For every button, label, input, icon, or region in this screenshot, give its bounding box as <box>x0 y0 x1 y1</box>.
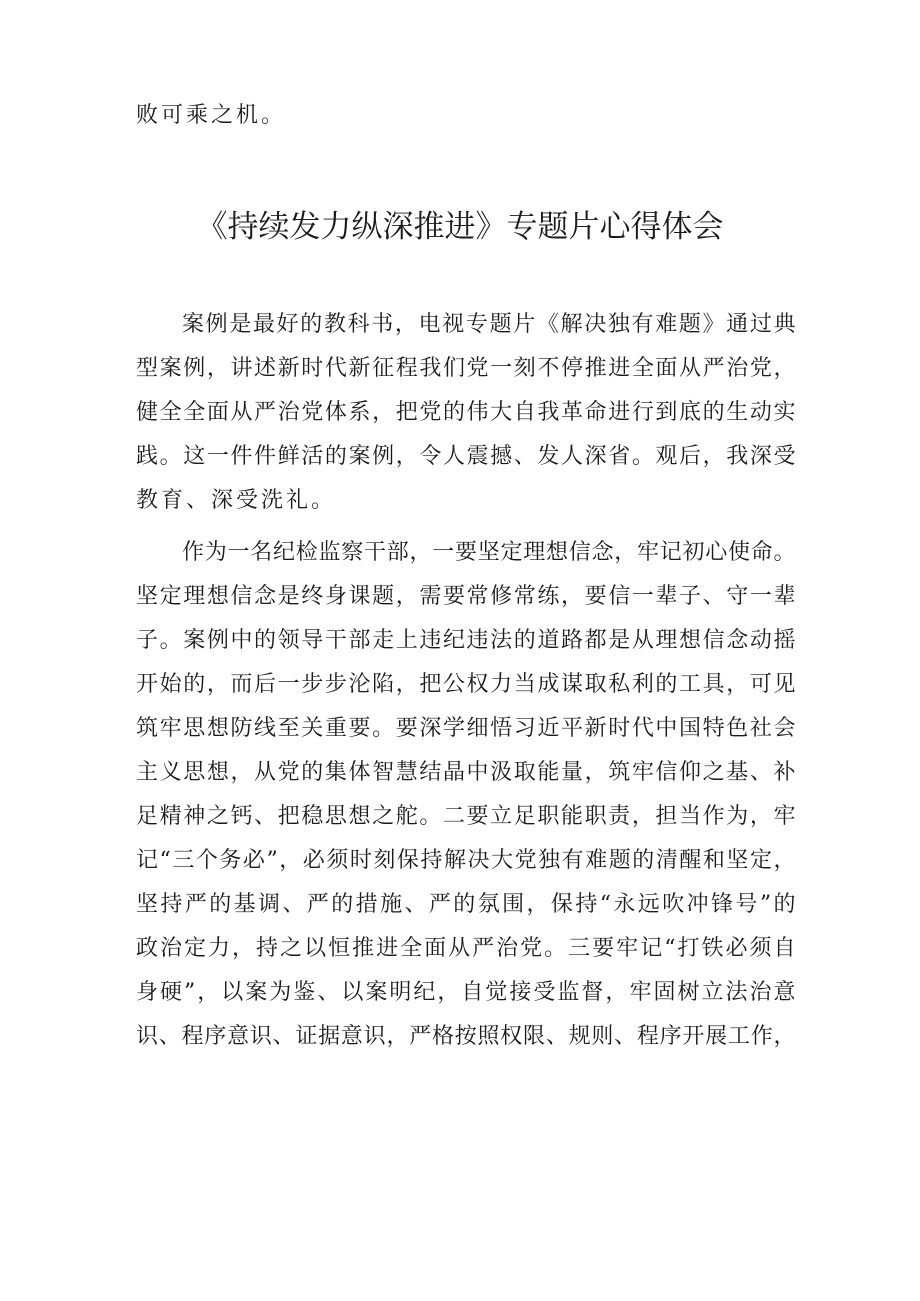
paragraph-line: 教育、深受洗礼。 <box>136 488 337 513</box>
paragraph-line: 子。案例中的领导干部走上违纪违法的道路都是从理想信念动摇 <box>136 628 796 653</box>
paragraph <box>136 303 796 523</box>
paragraph-line: 身硬”，以案为鉴、以案明纪，自觉接受监督，牢固树立法治意 <box>136 980 796 1005</box>
paragraph-line: 政治定力，持之以恒推进全面从严治党。三要牢记“打铁必须自 <box>136 936 796 961</box>
paragraph-line: 作为一名纪检监察干部，一要坚定理想信念，牢记初心使命。 <box>182 540 796 565</box>
paragraph-line: 足精神之钙、把稳思想之舵。二要立足职能职责，担当作为，牢 <box>136 804 796 829</box>
paragraph-line: 坚持严的基调、严的措施、严的氛围，保持“永远吹冲锋号”的 <box>136 892 796 917</box>
paragraph-line: 践。这一件件鲜活的案例，令人震撼、发人深省。观后，我深受 <box>136 444 796 469</box>
paragraph-line: 筑牢思想防线至关重要。要深学细悟习近平新时代中国特色社会 <box>136 716 796 741</box>
document-body <box>136 303 796 1059</box>
paragraph-line: 坚定理想信念是终身课题，需要常修常练，要信一辈子、守一辈 <box>136 584 796 609</box>
paragraph <box>136 531 796 1059</box>
paragraph-line: 开始的，而后一步步沦陷，把公权力当成谋取私利的工具，可见 <box>136 672 796 697</box>
carry-over-text: 败可乘之机。 <box>136 103 287 128</box>
paragraph-line: 记“三个务必”，必须时刻保持解决大党独有难题的清醒和坚定， <box>136 848 796 873</box>
paragraph-line: 主义思想，从党的集体智慧结晶中汲取能量，筑牢信仰之基、补 <box>136 760 796 785</box>
paragraph-line: 案例是最好的教科书，电视专题片《解决独有难题》通过典 <box>182 312 796 337</box>
document-title: 《持续发力纵深推进》专题片心得体会 <box>196 209 724 245</box>
paragraph-line: 型案例，讲述新时代新征程我们党一刻不停推进全面从严治党， <box>136 356 796 381</box>
paragraph-line: 识、程序意识、证据意识，严格按照权限、规则、程序开展工作， <box>136 1024 796 1049</box>
paragraph-line: 健全全面从严治党体系，把党的伟大自我革命进行到底的生动实 <box>136 400 796 425</box>
